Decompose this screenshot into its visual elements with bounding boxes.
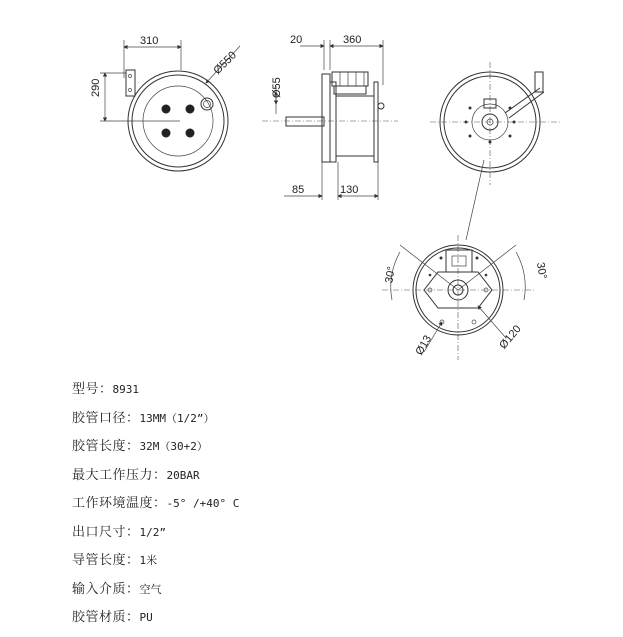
spec-value: 空气	[139, 582, 162, 596]
spec-item-hose-bore	[72, 409, 239, 438]
side-base-left-label: 85	[292, 184, 305, 196]
spec-item-temperature	[72, 494, 239, 523]
spec-label: 工作环境温度：	[72, 496, 167, 511]
rear-view	[430, 62, 560, 185]
spec-label: 输入介质：	[72, 581, 140, 597]
spec-item-medium	[72, 580, 239, 609]
spec-list	[72, 380, 239, 637]
spec-value: PU	[139, 611, 153, 624]
spec-label: 型号：	[72, 382, 113, 397]
spec-label: 最大工作压力：	[72, 467, 167, 483]
detail-angle-left-label: 30°	[383, 265, 398, 285]
spec-label: 导管长度：	[72, 553, 140, 568]
side-offset-label: 20	[290, 34, 303, 46]
front-width-label: 310	[140, 35, 159, 47]
spec-value: 32M（30+2）	[139, 440, 208, 453]
spec-value: 13MM（1/2”）	[139, 411, 215, 425]
spec-item-max-pressure	[72, 466, 239, 495]
spec-value: -5° /+40° C	[166, 497, 240, 510]
front-diameter-label: Ø550	[211, 49, 239, 77]
detail-angle-right-label: 30°	[533, 261, 549, 280]
spec-value: 1米	[139, 554, 158, 567]
spec-item-hose-length	[72, 437, 239, 466]
detail-leader-line	[466, 160, 484, 240]
spec-label: 胶管口径：	[72, 410, 140, 426]
spec-label: 胶管长度：	[72, 439, 140, 454]
detail-hole-label: Ø13	[413, 333, 435, 358]
spec-value: 8931	[112, 383, 140, 396]
spec-item-outlet-size	[72, 523, 239, 552]
spec-item-lead-hose	[72, 551, 239, 580]
side-base-right-label: 130	[340, 184, 359, 196]
detail-circle-label: Ø120	[497, 323, 524, 352]
spec-item-hose-material	[72, 608, 239, 637]
side-shaft-label: Ø55	[271, 77, 283, 98]
side-view	[262, 34, 398, 200]
front-view	[90, 35, 240, 171]
spec-value: 1/2”	[139, 525, 167, 539]
side-width-label: 360	[343, 34, 362, 46]
spec-item-model	[72, 380, 239, 409]
spec-label: 出口尺寸：	[72, 524, 140, 540]
front-height-label: 290	[90, 78, 102, 97]
spec-value: 20BAR	[166, 468, 200, 482]
spec-label: 胶管材质：	[72, 610, 140, 625]
detail-view	[382, 235, 549, 360]
